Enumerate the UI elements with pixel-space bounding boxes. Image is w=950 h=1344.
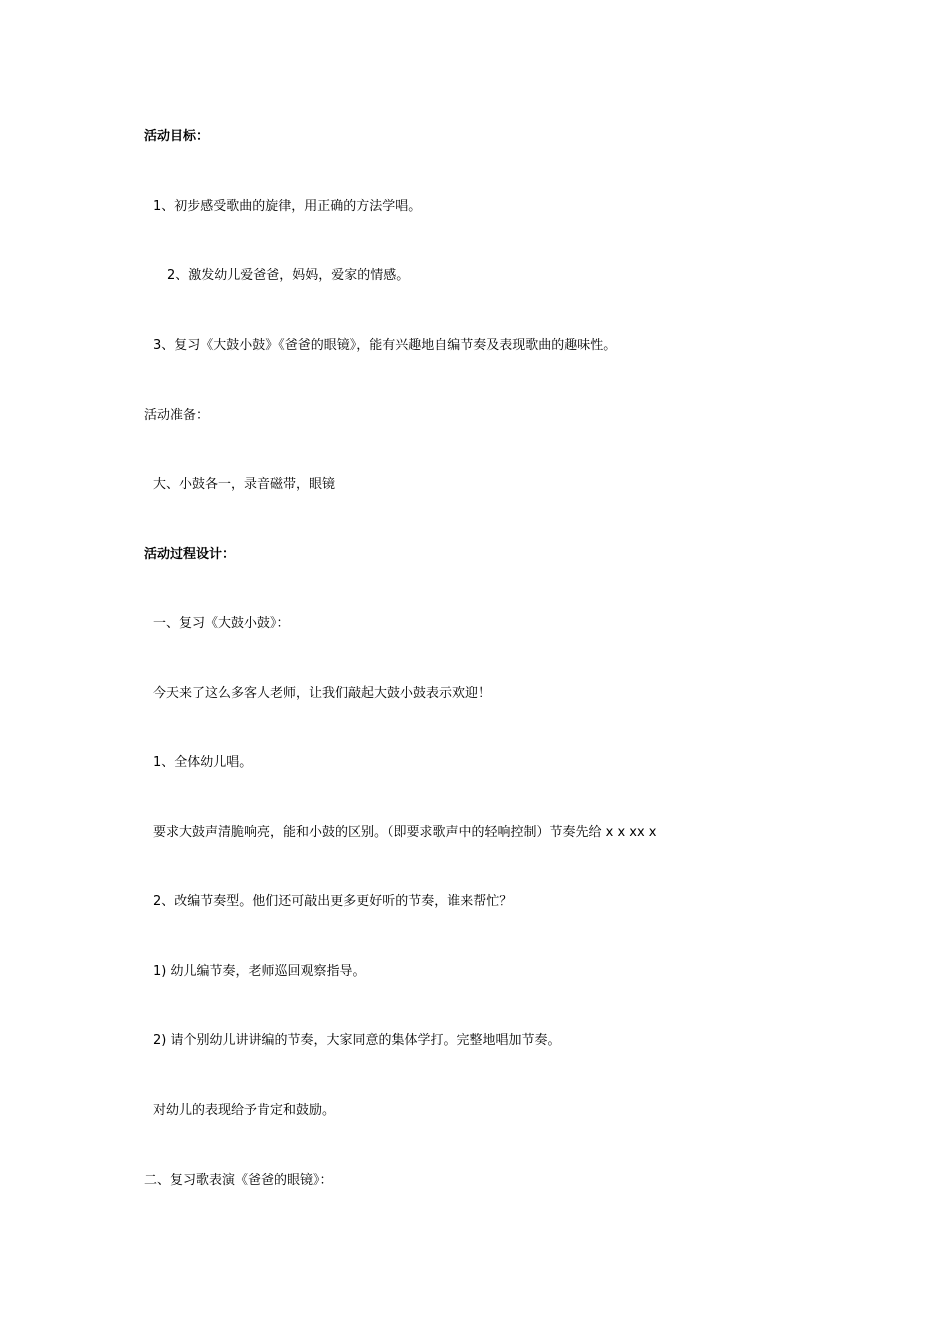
step-2-sub-item-1: 1) 幼儿编节奏，老师巡回观察指导。 (153, 964, 366, 979)
goal-item-2: 2、激发幼儿爱爸爸，妈妈，爱家的情感。 (167, 268, 410, 283)
goal-item-3: 3、复习《大鼓小鼓》《爸爸的眼镜》，能有兴趣地自编节奏及表现歌曲的趣味性。 (153, 338, 617, 353)
step-1: 1、全体幼儿唱。 (153, 755, 253, 770)
step-2-sub-item-2: 2) 请个别幼儿讲讲编的节奏，大家同意的集体学打。完整地唱加节奏。 (153, 1033, 561, 1048)
heading-activity-preparation: 活动准备： (144, 408, 210, 423)
section-2-title: 二、复习歌表演《爸爸的眼镜》： (144, 1173, 333, 1188)
step-2: 2、改编节奏型。他们还可敲出更多更好听的节奏，谁来帮忙？ (153, 894, 513, 909)
section-1-title: 一、复习《大鼓小鼓》： (153, 616, 290, 631)
heading-activity-goals: 活动目标： (144, 129, 210, 144)
preparation-items: 大、小鼓各一，录音磁带，眼镜 (153, 477, 336, 492)
section-1-intro: 今天来了这么多客人老师，让我们敲起大鼓小鼓表示欢迎！ (153, 686, 492, 701)
heading-activity-process: 活动过程设计： (144, 547, 236, 562)
step-1-requirement: 要求大鼓声清脆响亮，能和小鼓的区别。（即要求歌声中的轻响控制）节奏先给 x x xx x (153, 825, 657, 840)
goal-item-1: 1、初步感受歌曲的旋律，用正确的方法学唱。 (153, 199, 422, 214)
step-2-feedback: 对幼儿的表现给予肯定和鼓励。 (153, 1103, 336, 1118)
